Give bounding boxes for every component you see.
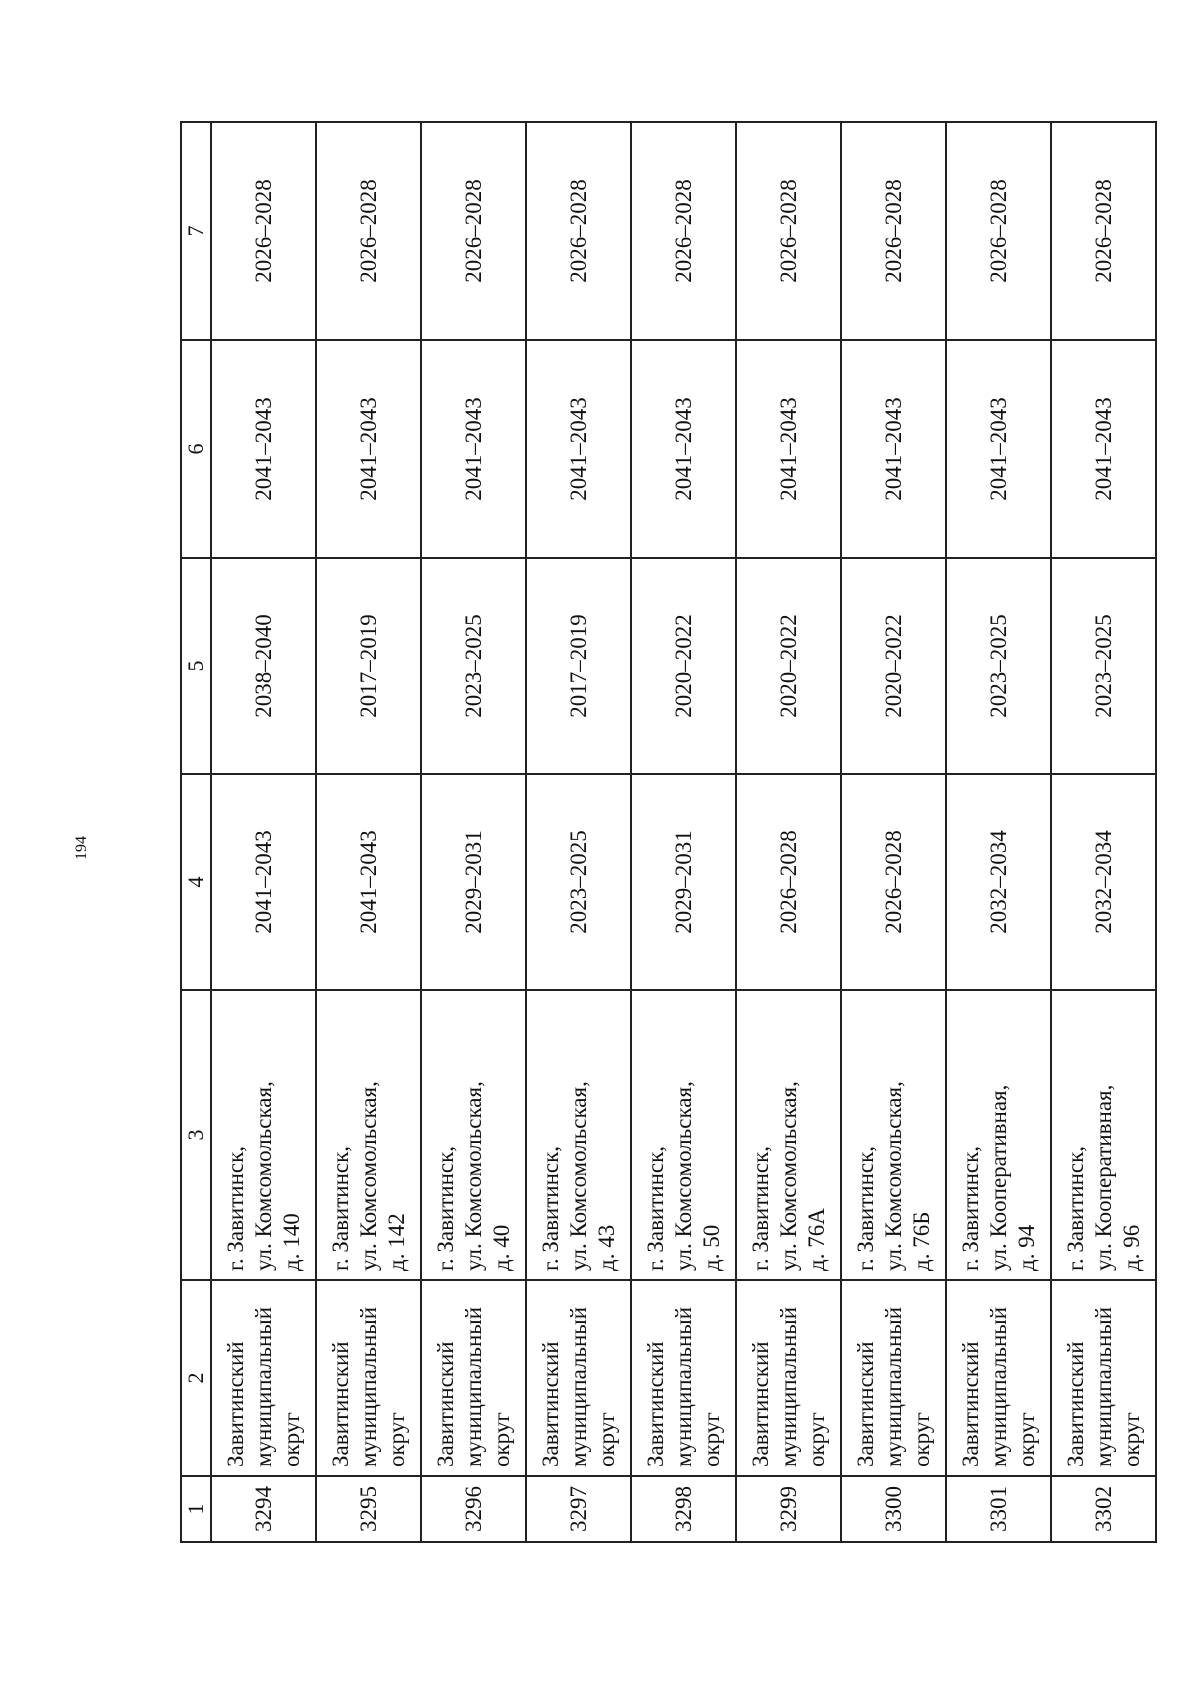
period-col-4: 2023–2025 [526,774,631,990]
address-line: ул. Комсомольская, [355,1081,381,1271]
period-col-4: 2026–2028 [841,774,946,990]
period-col-5: 2020–2022 [841,558,946,774]
period-col-6: 2041–2043 [526,340,631,558]
header-col-6: 6 [181,340,211,558]
period-col-6: 2041–2043 [946,340,1051,558]
municipal-district-line: муниципальный [1090,1306,1116,1467]
period-col-6: 2041–2043 [736,340,841,558]
table-row [946,122,1051,1542]
address-line: г. Завитинск, [432,1145,458,1271]
address-line: д. 50 [698,1224,724,1271]
record-number: 3300 [841,1476,946,1542]
header-col-1: 1 [181,1476,211,1542]
address-line: д. 76Б [908,1211,934,1271]
municipal-district-line: муниципальный [250,1306,276,1467]
municipal-district-line: округ [278,1412,304,1467]
record-number: 3297 [526,1476,631,1542]
period-col-7: 2026–2028 [316,122,421,340]
municipal-district-line: муниципальный [355,1306,381,1467]
municipal-district-line: округ [803,1412,829,1467]
address [316,990,421,1280]
address-line: ул. Комсомольская, [460,1081,486,1271]
period-col-4: 2029–2031 [421,774,526,990]
table-row [421,122,526,1542]
period-col-6: 2041–2043 [316,340,421,558]
period-col-5: 2020–2022 [631,558,736,774]
period-col-7: 2026–2028 [841,122,946,340]
municipal-district-line: округ [908,1412,934,1467]
address-line: ул. Комсомольская, [250,1081,276,1271]
period-col-6: 2041–2043 [631,340,736,558]
municipal-district [841,1280,946,1476]
table-row [631,122,736,1542]
table-header [181,122,211,1542]
municipal-district-line: Завитинский [1062,1341,1088,1467]
municipal-district-line: Завитинский [432,1341,458,1467]
record-number: 3294 [211,1476,316,1542]
period-col-4: 2032–2034 [946,774,1051,990]
address-line: ул. Комсомольская, [880,1081,906,1271]
municipal-district-line: округ [1013,1412,1039,1467]
municipal-district-line: Завитинский [852,1341,878,1467]
address [736,990,841,1280]
table-row [211,122,316,1542]
record-number: 3302 [1051,1476,1156,1542]
period-col-4: 2041–2043 [211,774,316,990]
period-col-7: 2026–2028 [1051,122,1156,340]
period-col-7: 2026–2028 [421,122,526,340]
address-line: д. 40 [488,1224,514,1271]
address-line: г. Завитинск, [957,1145,983,1271]
municipal-district-line: Завитинский [642,1341,668,1467]
municipal-district [421,1280,526,1476]
address-line: д. 140 [278,1213,304,1271]
table-row [736,122,841,1542]
address-line: ул. Кооперативная, [1090,1084,1116,1271]
municipal-district-line: Завитинский [537,1341,563,1467]
municipal-district [946,1280,1051,1476]
period-col-4: 2032–2034 [1051,774,1156,990]
address [421,990,526,1280]
municipal-district [736,1280,841,1476]
period-col-4: 2041–2043 [316,774,421,990]
address-line: ул. Комсомольская, [775,1081,801,1271]
address-line: г. Завитинск, [222,1145,248,1271]
housing-register-table [180,121,1157,1543]
municipal-district-line: округ [383,1412,409,1467]
municipal-district-line: муниципальный [460,1306,486,1467]
municipal-district-line: муниципальный [880,1306,906,1467]
address-line: ул. Комсомольская, [670,1081,696,1271]
record-number: 3296 [421,1476,526,1542]
municipal-district [526,1280,631,1476]
municipal-district-line: Завитинский [222,1341,248,1467]
period-col-7: 2026–2028 [211,122,316,340]
municipal-district-line: муниципальный [670,1306,696,1467]
address-line: г. Завитинск, [1062,1145,1088,1271]
address [631,990,736,1280]
address-line: д. 142 [383,1213,409,1271]
address-line: г. Завитинск, [852,1145,878,1271]
record-number: 3295 [316,1476,421,1542]
header-col-4: 4 [181,774,211,990]
municipal-district-line: муниципальный [565,1306,591,1467]
record-number: 3299 [736,1476,841,1542]
table-container [180,123,1150,1543]
address-line: г. Завитинск, [747,1145,773,1271]
municipal-district-line: Завитинский [327,1341,353,1467]
period-col-5: 2038–2040 [211,558,316,774]
period-col-7: 2026–2028 [736,122,841,340]
address-line: д. 96 [1118,1224,1144,1271]
address [211,990,316,1280]
table-row [1051,122,1156,1542]
municipal-district-line: округ [593,1412,619,1467]
period-col-7: 2026–2028 [526,122,631,340]
period-col-5: 2017–2019 [526,558,631,774]
address-line: ул. Комсомольская, [565,1081,591,1271]
municipal-district [316,1280,421,1476]
period-col-6: 2041–2043 [1051,340,1156,558]
record-number: 3301 [946,1476,1051,1542]
address-line: г. Завитинск, [642,1145,668,1271]
municipal-district-line: муниципальный [985,1306,1011,1467]
address [526,990,631,1280]
period-col-4: 2026–2028 [736,774,841,990]
period-col-6: 2041–2043 [211,340,316,558]
record-number: 3298 [631,1476,736,1542]
period-col-7: 2026–2028 [631,122,736,340]
period-col-5: 2023–2025 [1051,558,1156,774]
municipal-district-line: округ [698,1412,724,1467]
address-line: д. 94 [1013,1224,1039,1271]
header-col-3: 3 [181,990,211,1280]
period-col-5: 2020–2022 [736,558,841,774]
period-col-6: 2041–2043 [841,340,946,558]
address [1051,990,1156,1280]
address [841,990,946,1280]
municipal-district [631,1280,736,1476]
header-row [181,122,211,1542]
address-line: г. Завитинск, [327,1145,353,1271]
municipal-district-line: округ [1118,1412,1144,1467]
table-row [526,122,631,1542]
address-line: д. 43 [593,1224,619,1271]
municipal-district [1051,1280,1156,1476]
municipal-district-line: Завитинский [747,1341,773,1467]
address-line: г. Завитинск, [537,1145,563,1271]
municipal-district-line: округ [488,1412,514,1467]
period-col-5: 2017–2019 [316,558,421,774]
period-col-4: 2029–2031 [631,774,736,990]
page-number: 194 [73,836,90,860]
table-body [211,122,1156,1542]
period-col-5: 2023–2025 [421,558,526,774]
address-line: ул. Кооперативная, [985,1084,1011,1271]
table-row [316,122,421,1542]
address-line: д. 76А [803,1208,829,1271]
municipal-district-line: муниципальный [775,1306,801,1467]
period-col-5: 2023–2025 [946,558,1051,774]
header-col-5: 5 [181,558,211,774]
municipal-district [211,1280,316,1476]
period-col-6: 2041–2043 [421,340,526,558]
address [946,990,1051,1280]
period-col-7: 2026–2028 [946,122,1051,340]
table-row [841,122,946,1542]
municipal-district-line: Завитинский [957,1341,983,1467]
header-col-7: 7 [181,122,211,340]
header-col-2: 2 [181,1280,211,1476]
